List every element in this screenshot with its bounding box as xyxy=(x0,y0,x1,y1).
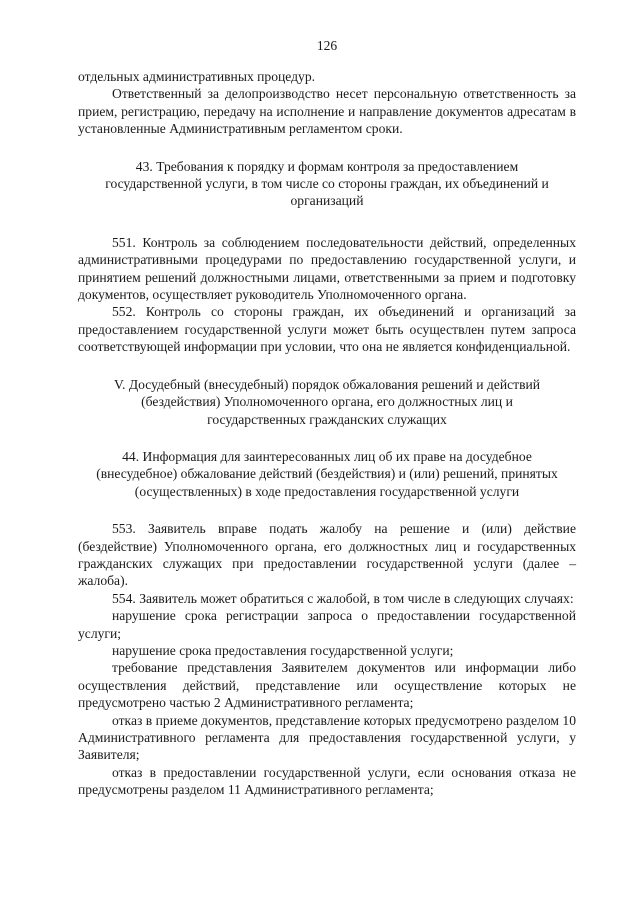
paragraph-continuation: отдельных административных процедур. xyxy=(78,69,316,84)
paragraph-554: 554. Заявитель может обратиться с жалобой, в том числе в следующих случаях: xyxy=(112,590,574,606)
chapter-heading-V: V. Досудебный (внесудебный) порядок обжалования решений и действий (бездействия) Уполномоченного органа, его должностных лиц и государственных гражданских служащих xyxy=(113,376,541,427)
paragraph-responsibility: Ответственный за делопроизводство несет персональную ответственность за прием, регистрацию, передачу на исполнение и направление документов адресатам в установленные Административным регламентом сроки. xyxy=(78,86,576,137)
page-number: 126 xyxy=(316,38,338,53)
paragraph-552: 552. Контроль со стороны граждан, их объединений и организаций за предоставлением государственной услуги может быть осуществлен путем запроса соответствующей информации при условии, что она не является конфиденциальной. xyxy=(78,304,576,355)
list-item-case: отказ в приеме документов, представление которых предусмотрено разделом 10 Административного регламента для предоставления государственной услуги, у Заявителя; xyxy=(78,712,576,763)
paragraph-553: 553. Заявитель вправе подать жалобу на решение и (или) действие (бездействие) Уполномоченного органа, его должностных лиц и государственных гражданских служащих при предоставлении государственной услуги (далее – жалоба). xyxy=(78,521,576,589)
paragraph-551: 551. Контроль за соблюдением последовательности действий, определенных административными процедурами по предоставлению государственной услуги, и принятием решений должностными лицами, ответственными за прием и подготовку документов, осуществляет руководитель Уполномоченного органа. xyxy=(78,234,576,303)
list-item-case: требование представления Заявителем документов или информации либо осуществления действий, представление или осуществление которых не предусмотрено частью 2 Административного регламента; xyxy=(78,660,576,711)
section-heading-44: 44. Информация для заинтересованных лиц об их праве на досудебное (внесудебное) обжалование действий (бездействия) и (или) решений, принятых (осуществленных) в ходе предоставления государственной услуги xyxy=(96,448,558,499)
section-heading-43: 43. Требования к порядку и формам контроля за предоставлением государственной услуги, в том числе со стороны граждан, их объединений и организаций xyxy=(105,158,549,209)
list-item-case: отказ в предоставлении государственной услуги, если основания отказа не предусмотрены разделом 11 Административного регламента; xyxy=(78,764,576,798)
list-item-case: нарушение срока регистрации запроса о предоставлении государственной услуги; xyxy=(78,608,576,641)
list-item-case: нарушение срока предоставления государственной услуги; xyxy=(112,642,454,658)
